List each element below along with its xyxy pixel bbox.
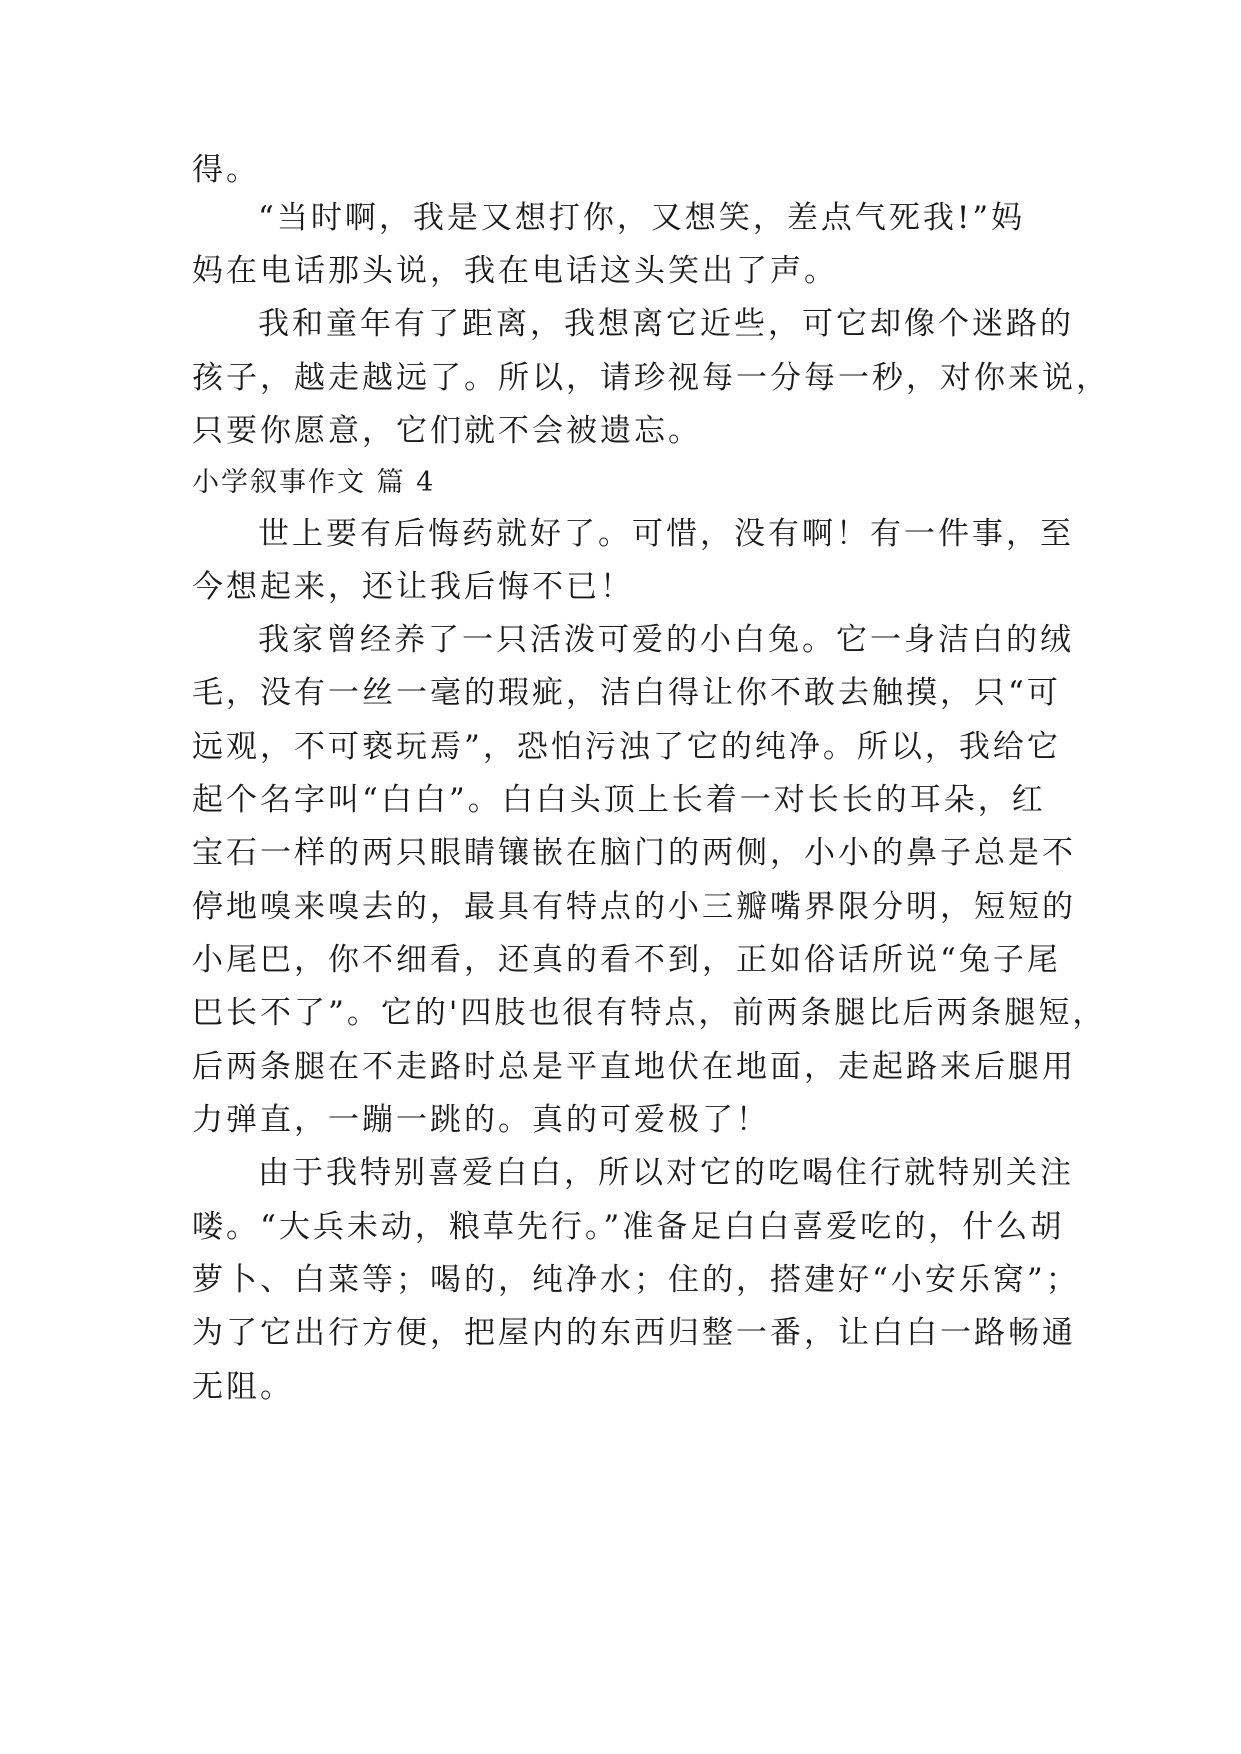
- paragraph-line: 妈在电话那头说，我在电话这头笑出了声。: [192, 253, 838, 289]
- paragraph-line: 停地嗅来嗅去的，最具有特点的小三瓣嘴界限分明，短短的: [192, 889, 1076, 925]
- paragraph-line: 远观，不可亵玩焉”，恐怕污浊了它的纯净。所以，我给它: [192, 729, 1061, 765]
- paragraph-line: 得。: [192, 152, 260, 188]
- paragraph-line: 我和童年有了距离，我想离它近些，可它却像个迷路的: [258, 306, 1074, 342]
- paragraph-line: 毛，没有一丝一毫的瑕疵，洁白得让你不敢去触摸，只“可: [192, 675, 1061, 711]
- paragraph-line: 只要你愿意，它们就不会被遗忘。: [192, 413, 702, 449]
- paragraph-line: 小尾巴，你不细看，还真的看不到，正如俗话所说“兔子尾: [192, 942, 1061, 978]
- section-heading: 小学叙事作文 篇 4: [192, 467, 436, 498]
- paragraph-line: “当时啊，我是又想打你，又想笑，差点气死我!”妈: [258, 200, 1026, 236]
- paragraph-line: 今想起来，还让我后悔不已！: [192, 569, 634, 605]
- paragraph-line: 宝石一样的两只眼睛镶嵌在脑门的两侧，小小的鼻子总是不: [192, 835, 1076, 871]
- paragraph-line: 世上要有后悔药就好了。可惜，没有啊！有一件事，至: [258, 516, 1074, 552]
- paragraph-line: 为了它出行方便，把屋内的东西归整一番，让白白一路畅通: [192, 1315, 1076, 1351]
- paragraph-line: 喽。“大兵未动，粮草先行。”准备足白白喜爱吃的，什么胡: [192, 1209, 1065, 1245]
- paragraph-line: 力弹直，一蹦一跳的。真的可爱极了！: [192, 1102, 770, 1138]
- paragraph-line: 由于我特别喜爱白白，所以对它的吃喝住行就特别关注: [258, 1155, 1074, 1191]
- paragraph-line: 后两条腿在不走路时总是平直地伏在地面，走起路来后腿用: [192, 1049, 1076, 1085]
- paragraph-line: 起个名字叫“白白”。白白头顶上长着一对长长的耳朵，红: [192, 782, 1046, 818]
- paragraph-line: 孩子，越走越远了。所以，请珍视每一分每一秒，对你来说，: [192, 360, 1110, 396]
- paragraph-line: 萝卜、白菜等；喝的，纯净水；住的，搭建好“小安乐窝”；: [192, 1262, 1080, 1298]
- paragraph-line: 无阻。: [192, 1369, 294, 1405]
- paragraph-line: 巴长不了”。它的'四肢也很有特点，前两条腿比后两条腿短，: [192, 995, 1107, 1031]
- paragraph-line: 我家曾经养了一只活泼可爱的小白兔。它一身洁白的绒: [258, 622, 1074, 658]
